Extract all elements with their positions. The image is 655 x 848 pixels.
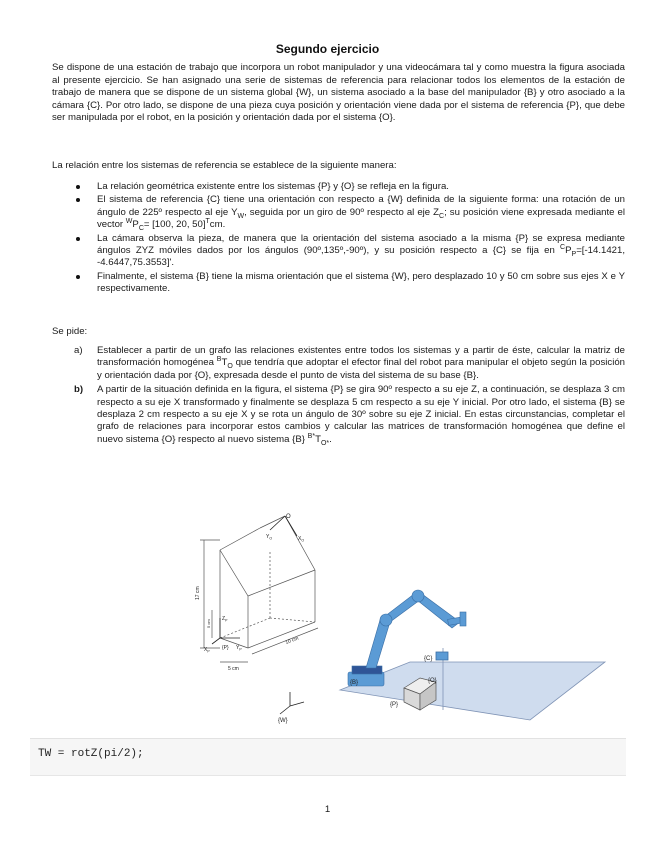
- question-a: [52, 345, 625, 382]
- subscript: O*: [320, 439, 330, 447]
- dim-10cm: 10 cm: [284, 635, 300, 646]
- question-text: T: [315, 433, 321, 445]
- robot-joint-elbow: [412, 590, 424, 602]
- bullet-text: El sistema de referencia {C} tiene una orientación con respecto a {W} definida de la siguiente forma: una rotación de un ángulo de 225º respecto al eje Y: [97, 194, 625, 218]
- label-c: {C}: [424, 656, 433, 662]
- bullet-dot: [76, 237, 80, 241]
- hidden-edge: [220, 618, 270, 638]
- bullet-dot: [76, 198, 80, 202]
- label-o: O: [286, 514, 291, 520]
- bullet-item-3: [52, 233, 625, 270]
- bullet-text: cm.: [209, 219, 226, 231]
- dim-5cm-horizontal: 5 cm: [228, 666, 239, 672]
- page-number: 1: [324, 804, 331, 815]
- axis-yo: [270, 516, 285, 530]
- superscript: T: [205, 218, 210, 226]
- subscript: C: [439, 212, 445, 220]
- camera-body: [436, 652, 448, 660]
- label-w: {W}: [278, 718, 288, 724]
- bullet-text: ; su posición viene expresada mediante el vector: [97, 206, 625, 231]
- bullet-list: [52, 181, 625, 297]
- label-b: {B}: [350, 680, 359, 686]
- question-text: que tendría que adoptar el efector final del robot para manipular el objeto según la posición y orientación dada por {O}, expresada desde el punto de vista del sistema de su base {B}.: [97, 357, 625, 381]
- question-list: [52, 345, 625, 448]
- prism-edge: [220, 550, 248, 596]
- world-frame-axes: [280, 692, 304, 714]
- bullet-dot: [76, 275, 80, 279]
- intro-paragraph: Se dispone de una estación de trabajo que incorpora un robot manipulador y una videocámara tal y como muestra la figura asociada al presente ejercicio. Se han asignado una serie de sistemas de referencia para relacionar todos los elementos de la estación de trabajo de manera que se dispone de un sistema global {W}, un sistema asociado a la base del manipulador {B} y otro asociado a la cámara {C}. Por otro lado, se dispone de una pieza cuya posición y orientación viene dada por el sistema de referencia {P}, que debe ser manipulada por el robot, en la posición y orientación dada por el sistema {O}.: [52, 62, 625, 124]
- superscript: B: [216, 356, 222, 364]
- prism-edge: [248, 570, 315, 596]
- bullet-text: La relación geométrica existente entre los sistemas {P} y {O} se refleja en la figura.: [97, 181, 449, 192]
- subscript: C: [138, 225, 144, 233]
- label-xo: $X_O$: [298, 536, 305, 543]
- bullet-text: P: [132, 219, 139, 231]
- prism-edge: [220, 528, 260, 550]
- prism-edge: [260, 516, 285, 528]
- question-label: b): [74, 384, 84, 396]
- frame-o-axes: [270, 516, 297, 536]
- prism-edge: [248, 622, 315, 648]
- robot-end-effector: [460, 612, 466, 626]
- bullet-text: =[-14.1421, -4.6447,75.3553]'.: [97, 245, 625, 269]
- question-text: Establecer a partir de un grafo las relaciones existentes entre todos los sistemas y a partir de éste, calcular la matriz de transformación homogénea: [97, 345, 625, 369]
- bullet-text: P: [565, 245, 572, 257]
- bullet-text: , seguida por un giro de 90º respecto al eje Z: [244, 206, 440, 218]
- relation-paragraph: La relación entre los sistemas de referencia se establece de la siguiente manera:: [52, 160, 397, 171]
- bullet-item-1: [52, 181, 625, 193]
- robot-link-1: [366, 620, 390, 668]
- bullet-text: La cámara observa la pieza, de manera que la orientación del sistema asociado a la misma {P} se expresa mediante ángulos ZYZ móviles dados por los ángulos (90º,135º,-90º), y su posición respecto a {C} se fija en: [97, 232, 625, 257]
- question-b: [52, 384, 625, 446]
- subscript: W: [237, 212, 245, 220]
- question-label: a): [74, 345, 83, 356]
- bullet-text: = [100, 20, 50]: [143, 219, 206, 231]
- robot-joint-shoulder: [380, 614, 392, 626]
- label-yp: $Y_P$: [236, 645, 242, 652]
- hidden-edge: [270, 618, 315, 622]
- code-line: TW = rotZ(pi/2);: [38, 748, 144, 760]
- label-zp: $Z_P$: [222, 616, 228, 623]
- superscript: W: [125, 218, 133, 226]
- dim-17cm: 17 cm: [195, 586, 201, 600]
- code-block: [30, 738, 626, 776]
- superscript: C: [560, 243, 566, 251]
- question-text: T: [221, 357, 228, 369]
- bullet-text: Finalmente, el sistema {B} tiene la misma orientación que el sistema {W}, pero desplazado 10 y 50 cm sobre sus ejes X e Y respectivamente.: [97, 270, 625, 295]
- axis-yw: [280, 706, 290, 714]
- figure-diagram: [190, 510, 630, 732]
- subscript: P: [571, 250, 577, 258]
- question-text: .: [329, 433, 332, 445]
- label-p-left: {P}: [222, 645, 229, 651]
- subscript: O: [227, 363, 233, 371]
- axis-xw: [290, 702, 304, 706]
- label-p-right: {P}: [390, 702, 399, 708]
- question-text: A partir de la situación definida en la figura, el sistema {P} se gira 90º respecto a su eje Z, a continuación, se desplaza 3 cm respecto a su eje X transformado y finalmente se desplaza 5 cm respecto a su eje Y inicial. Por otro lado, el sistema {B} se desplaza 2 cm respecto a su eje X y se rota un ángulo de 30º sobre su eje Z inicial. En estas circunstancias, completar el grafo de relaciones para incorporar estos cambios y calcular las matrices de transformación homogénea que define el nuevo sistema {O} respecto al nuevo sistema {B}: [97, 384, 625, 445]
- page-title: Segundo ejercicio: [275, 42, 380, 56]
- bullet-dot: [76, 185, 80, 189]
- bullet-item-4: [52, 271, 625, 296]
- superscript: B*: [307, 432, 316, 440]
- label-o-right: {O}: [428, 678, 437, 684]
- se-pide-label: Se pide:: [52, 326, 88, 337]
- axis-xp: [212, 638, 220, 644]
- label-xp: $X_P$: [204, 647, 210, 654]
- dim-5cm-vertical: 5 cm: [206, 619, 211, 628]
- label-yo: $Y_O$: [266, 534, 273, 541]
- bullet-item-2: [52, 194, 625, 231]
